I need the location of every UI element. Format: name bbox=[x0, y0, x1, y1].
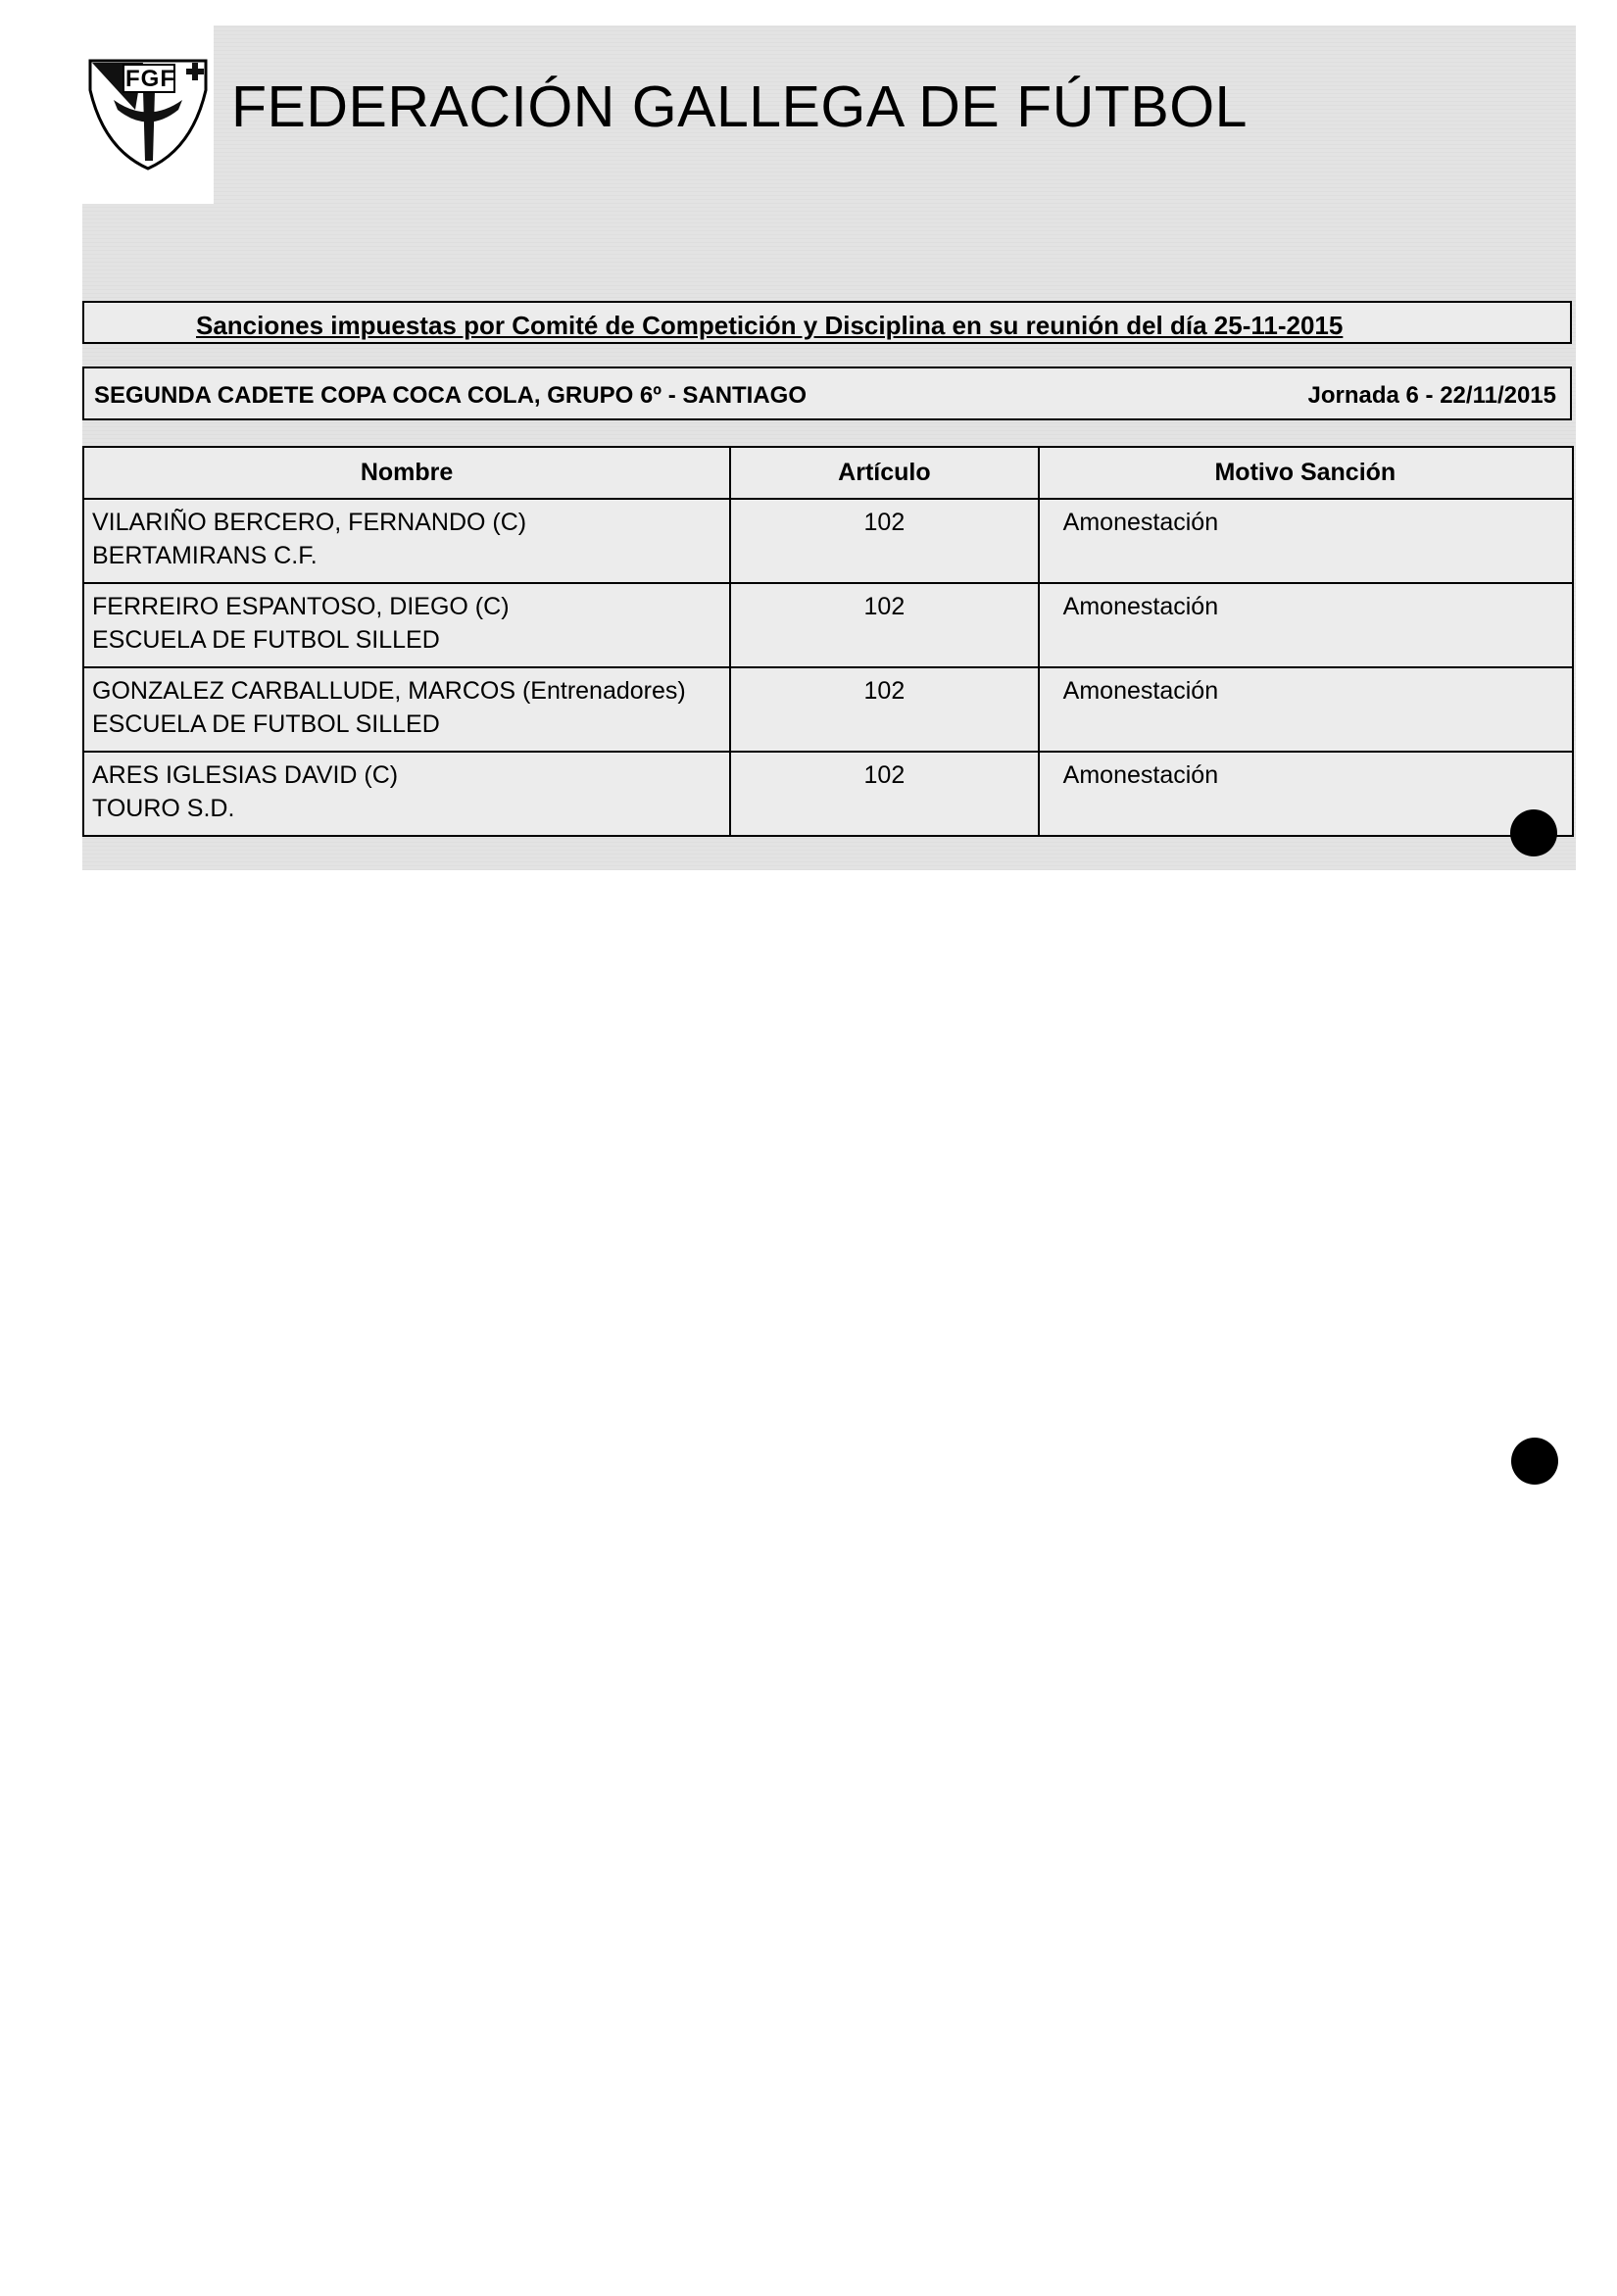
jornada-label: Jornada 6 - 22/11/2015 bbox=[1307, 382, 1556, 409]
table-row bbox=[83, 499, 1573, 583]
logo-lettering: FGF bbox=[125, 66, 175, 92]
header-articulo: Artículo bbox=[730, 447, 1039, 499]
table-row bbox=[83, 667, 1573, 752]
punch-hole-icon bbox=[1510, 809, 1557, 856]
sanciones-heading: Sanciones impuestas por Comité de Competición y Disciplina en su reunión del día 25-11-2015 bbox=[196, 311, 1344, 340]
player-club: ESCUELA DE FUTBOL SILLED bbox=[92, 626, 440, 654]
cell-motivo: Amonestación bbox=[1039, 499, 1573, 583]
cell-nombre bbox=[83, 583, 730, 667]
player-name: ARES IGLESIAS DAVID (C) bbox=[92, 761, 399, 789]
cell-articulo: 102 bbox=[730, 667, 1039, 752]
competition-bar bbox=[82, 366, 1572, 420]
competition-name: SEGUNDA CADETE COPA COCA COLA, GRUPO 6º - SANTIAGO bbox=[94, 382, 808, 409]
player-club: ESCUELA DE FUTBOL SILLED bbox=[92, 710, 440, 738]
player-club: TOURO S.D. bbox=[92, 795, 235, 822]
header-motivo: Motivo Sanción bbox=[1039, 447, 1573, 499]
cell-nombre bbox=[83, 752, 730, 836]
table-header-row bbox=[83, 447, 1573, 499]
sanctions-table bbox=[82, 446, 1574, 837]
cell-articulo: 102 bbox=[730, 499, 1039, 583]
table-row bbox=[83, 752, 1573, 836]
cell-nombre bbox=[83, 667, 730, 752]
header-nombre: Nombre bbox=[83, 447, 730, 499]
cell-motivo: Amonestación bbox=[1039, 752, 1573, 836]
cell-motivo: Amonestación bbox=[1039, 667, 1573, 752]
cell-articulo: 102 bbox=[730, 752, 1039, 836]
cell-motivo: Amonestación bbox=[1039, 583, 1573, 667]
player-name: FERREIRO ESPANTOSO, DIEGO (C) bbox=[92, 593, 510, 620]
player-name: VILARIÑO BERCERO, FERNANDO (C) bbox=[92, 509, 527, 536]
player-club: BERTAMIRANS C.F. bbox=[92, 542, 318, 569]
player-name: GONZALEZ CARBALLUDE, MARCOS (Entrenadores) bbox=[92, 677, 686, 705]
sanciones-heading-bar bbox=[82, 301, 1572, 344]
cell-nombre bbox=[83, 499, 730, 583]
punch-hole-icon bbox=[1511, 1438, 1558, 1485]
table-row bbox=[83, 583, 1573, 667]
cell-articulo: 102 bbox=[730, 583, 1039, 667]
federation-title: FEDERACIÓN GALLEGA DE FÚTBOL bbox=[231, 74, 1248, 139]
